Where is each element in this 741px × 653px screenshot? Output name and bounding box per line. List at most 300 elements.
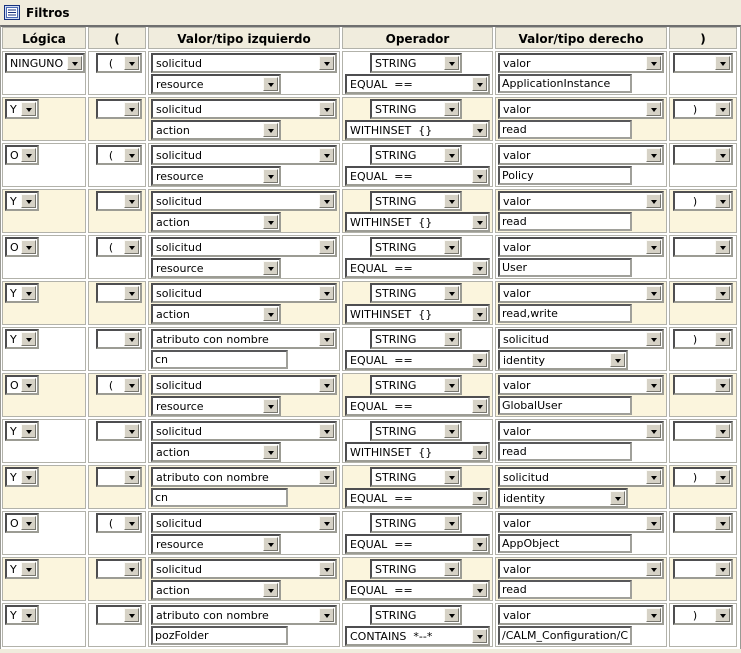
dropdown-arrow-icon	[444, 148, 459, 162]
left-type-select[interactable]	[151, 513, 337, 533]
dropdown-arrow-icon	[124, 424, 139, 438]
right-value-input[interactable]	[498, 120, 632, 139]
open-paren-select[interactable]	[96, 237, 142, 257]
operator-value: EQUAL ==	[350, 169, 413, 183]
logic-cell	[2, 603, 86, 647]
filter-row	[2, 511, 739, 555]
dropdown-arrow-icon	[263, 261, 278, 275]
close-paren-select[interactable]	[673, 145, 733, 165]
right-type-select[interactable]	[498, 513, 664, 533]
operator-type-value: STRING	[375, 286, 417, 300]
left-type-select[interactable]	[151, 329, 337, 349]
operator-select[interactable]	[345, 74, 490, 94]
filter-row	[2, 327, 739, 371]
close-paren-cell	[669, 465, 737, 509]
operator-value: EQUAL ==	[350, 399, 413, 413]
left-type-select[interactable]	[151, 145, 337, 165]
dropdown-arrow-icon	[319, 424, 334, 438]
open-paren-select[interactable]	[96, 605, 142, 625]
operator-type-value: STRING	[375, 516, 417, 530]
operator-select[interactable]	[345, 534, 490, 554]
right-value-input[interactable]	[498, 258, 632, 277]
operator-type-select[interactable]	[370, 559, 462, 579]
panel-titlebar	[0, 0, 741, 25]
dropdown-arrow-icon	[21, 516, 36, 530]
logic-select[interactable]	[5, 53, 85, 73]
dropdown-arrow-icon	[715, 516, 730, 530]
right-value-cell	[495, 189, 667, 233]
right-value-cell	[495, 327, 667, 371]
dropdown-arrow-icon	[646, 194, 661, 208]
right-value-input[interactable]	[498, 626, 632, 645]
operator-select[interactable]	[345, 488, 490, 508]
dropdown-arrow-icon	[124, 194, 139, 208]
dropdown-arrow-icon	[124, 470, 139, 484]
left-value-input[interactable]	[151, 626, 288, 645]
open-paren-cell	[88, 373, 146, 417]
logic-value: Y	[10, 194, 17, 208]
left-value-cell	[148, 419, 340, 463]
operator-type-value: STRING	[375, 102, 417, 116]
dropdown-arrow-icon	[646, 562, 661, 576]
logic-cell	[2, 419, 86, 463]
right-value-cell	[495, 235, 667, 279]
operator-cell	[342, 235, 493, 279]
logic-cell	[2, 327, 86, 371]
right-type-select[interactable]	[498, 53, 664, 73]
dropdown-arrow-icon	[444, 286, 459, 300]
dropdown-arrow-icon	[715, 102, 730, 116]
close-paren-select[interactable]	[673, 605, 733, 625]
logic-value: O	[10, 516, 19, 530]
dropdown-arrow-icon	[444, 240, 459, 254]
operator-type-select[interactable]	[370, 467, 462, 487]
open-paren-value: (	[108, 148, 114, 162]
filter-row	[2, 419, 739, 463]
operator-type-value: STRING	[375, 194, 417, 208]
open-paren-select[interactable]	[96, 467, 142, 487]
filter-row	[2, 373, 739, 417]
left-type-select[interactable]	[151, 605, 337, 625]
right-type-select[interactable]	[498, 283, 664, 303]
dropdown-arrow-icon	[444, 332, 459, 346]
right-value-input[interactable]	[498, 442, 632, 461]
left-value-input[interactable]	[151, 350, 288, 369]
dropdown-arrow-icon	[263, 583, 278, 597]
open-paren-value: (	[108, 56, 114, 70]
right-value-cell	[495, 281, 667, 325]
operator-select[interactable]	[345, 626, 490, 646]
dropdown-arrow-icon	[319, 378, 334, 392]
dropdown-arrow-icon	[21, 286, 36, 300]
left-type-value: solicitud	[156, 240, 202, 254]
right-type-select[interactable]	[498, 421, 664, 441]
filter-row	[2, 603, 739, 647]
left-type-select[interactable]	[151, 375, 337, 395]
close-paren-cell	[669, 235, 737, 279]
operator-value: EQUAL ==	[350, 261, 413, 275]
close-paren-cell	[669, 419, 737, 463]
operator-value: WITHINSET {}	[350, 445, 433, 459]
operator-type-select[interactable]	[370, 145, 462, 165]
open-paren-select[interactable]	[96, 375, 142, 395]
dropdown-arrow-icon	[715, 608, 730, 622]
operator-select[interactable]	[345, 166, 490, 186]
open-paren-value: (	[108, 240, 114, 254]
close-paren-value: )	[692, 332, 698, 346]
filters-icon	[4, 5, 20, 20]
left-type-select[interactable]	[151, 467, 337, 487]
logic-select[interactable]	[5, 191, 39, 211]
column-header-left-value: Valor/tipo izquierdo	[148, 27, 340, 49]
right-type-select[interactable]	[498, 605, 664, 625]
close-paren-select[interactable]	[673, 467, 733, 487]
right-type-select[interactable]	[498, 467, 664, 487]
dropdown-arrow-icon	[472, 307, 487, 321]
operator-cell	[342, 419, 493, 463]
right-subtype-select[interactable]	[498, 488, 628, 508]
dropdown-arrow-icon	[444, 56, 459, 70]
column-header-open-paren: (	[88, 27, 146, 49]
open-paren-cell	[88, 557, 146, 601]
left-type-select[interactable]	[151, 237, 337, 257]
operator-type-select[interactable]	[370, 283, 462, 303]
logic-select[interactable]	[5, 99, 39, 119]
column-header-operator: Operador	[342, 27, 493, 49]
close-paren-value: )	[692, 194, 698, 208]
left-type-value: solicitud	[156, 378, 202, 392]
operator-type-select[interactable]	[370, 421, 462, 441]
operator-type-select[interactable]	[370, 99, 462, 119]
right-value-cell	[495, 419, 667, 463]
dropdown-arrow-icon	[444, 608, 459, 622]
logic-value: Y	[10, 286, 17, 300]
close-paren-value: )	[692, 470, 698, 484]
left-type-select[interactable]	[151, 191, 337, 211]
logic-cell	[2, 465, 86, 509]
logic-select[interactable]	[5, 421, 39, 441]
left-subtype-select[interactable]	[151, 304, 281, 324]
left-type-value: solicitud	[156, 516, 202, 530]
dropdown-arrow-icon	[21, 194, 36, 208]
dropdown-arrow-icon	[610, 491, 625, 505]
operator-type-value: STRING	[375, 332, 417, 346]
operator-cell	[342, 327, 493, 371]
close-paren-select[interactable]	[673, 53, 733, 73]
dropdown-arrow-icon	[124, 608, 139, 622]
close-paren-select[interactable]	[673, 559, 733, 579]
operator-cell	[342, 189, 493, 233]
right-type-value: valor	[503, 148, 531, 162]
open-paren-cell	[88, 235, 146, 279]
logic-value: O	[10, 148, 19, 162]
left-subtype-value: resource	[156, 537, 204, 551]
dropdown-arrow-icon	[646, 424, 661, 438]
close-paren-cell	[669, 143, 737, 187]
dropdown-arrow-icon	[124, 240, 139, 254]
column-header-close-paren: )	[669, 27, 737, 49]
dropdown-arrow-icon	[472, 537, 487, 551]
right-value-input[interactable]	[498, 580, 632, 599]
dropdown-arrow-icon	[124, 516, 139, 530]
close-paren-value: )	[692, 608, 698, 622]
close-paren-cell	[669, 327, 737, 371]
dropdown-arrow-icon	[444, 562, 459, 576]
close-paren-select[interactable]	[673, 283, 733, 303]
right-value-input[interactable]	[498, 534, 632, 553]
dropdown-arrow-icon	[263, 77, 278, 91]
open-paren-select[interactable]	[96, 191, 142, 211]
operator-cell	[342, 97, 493, 141]
close-paren-cell	[669, 511, 737, 555]
logic-select[interactable]	[5, 559, 39, 579]
logic-select[interactable]	[5, 605, 39, 625]
left-subtype-value: resource	[156, 169, 204, 183]
logic-value: O	[10, 378, 19, 392]
operator-cell	[342, 143, 493, 187]
filter-row	[2, 189, 739, 233]
operator-select[interactable]	[345, 258, 490, 278]
dropdown-arrow-icon	[21, 608, 36, 622]
column-header-logica: Lógica	[2, 27, 86, 49]
right-value-input[interactable]	[498, 166, 632, 185]
open-paren-select[interactable]	[96, 145, 142, 165]
left-type-select[interactable]	[151, 559, 337, 579]
left-value-cell	[148, 373, 340, 417]
left-type-select[interactable]	[151, 99, 337, 119]
column-header-right-value: Valor/tipo derecho	[495, 27, 667, 49]
close-paren-select[interactable]	[673, 99, 733, 119]
dropdown-arrow-icon	[646, 56, 661, 70]
operator-type-select[interactable]	[370, 237, 462, 257]
left-subtype-select[interactable]	[151, 396, 281, 416]
operator-type-select[interactable]	[370, 53, 462, 73]
left-type-select[interactable]	[151, 421, 337, 441]
close-paren-value: )	[692, 102, 698, 116]
right-value-cell	[495, 603, 667, 647]
dropdown-arrow-icon	[715, 562, 730, 576]
operator-type-select[interactable]	[370, 513, 462, 533]
dropdown-arrow-icon	[472, 629, 487, 643]
operator-type-select[interactable]	[370, 191, 462, 211]
left-subtype-select[interactable]	[151, 580, 281, 600]
open-paren-select[interactable]	[96, 329, 142, 349]
left-subtype-select[interactable]	[151, 442, 281, 462]
right-type-value: valor	[503, 516, 531, 530]
close-paren-select[interactable]	[673, 237, 733, 257]
left-subtype-select[interactable]	[151, 74, 281, 94]
right-subtype-select[interactable]	[498, 350, 628, 370]
right-type-select[interactable]	[498, 329, 664, 349]
left-type-value: solicitud	[156, 102, 202, 116]
operator-type-value: STRING	[375, 608, 417, 622]
dropdown-arrow-icon	[444, 516, 459, 530]
open-paren-select[interactable]	[96, 559, 142, 579]
open-paren-select[interactable]	[96, 53, 142, 73]
operator-type-value: STRING	[375, 562, 417, 576]
right-type-value: valor	[503, 608, 531, 622]
logic-cell	[2, 143, 86, 187]
left-subtype-select[interactable]	[151, 534, 281, 554]
dropdown-arrow-icon	[21, 148, 36, 162]
right-subtype-value: identity	[503, 353, 545, 367]
logic-select[interactable]	[5, 283, 39, 303]
operator-cell	[342, 465, 493, 509]
dropdown-arrow-icon	[124, 286, 139, 300]
right-value-input[interactable]	[498, 304, 632, 323]
dropdown-arrow-icon	[472, 77, 487, 91]
logic-select[interactable]	[5, 375, 39, 395]
right-value-cell	[495, 465, 667, 509]
right-type-value: valor	[503, 424, 531, 438]
right-type-select[interactable]	[498, 237, 664, 257]
operator-select[interactable]	[345, 442, 490, 462]
right-type-select[interactable]	[498, 375, 664, 395]
operator-select[interactable]	[345, 396, 490, 416]
left-subtype-select[interactable]	[151, 120, 281, 140]
left-type-value: atributo con nombre	[156, 332, 269, 346]
close-paren-cell	[669, 189, 737, 233]
logic-value: Y	[10, 470, 17, 484]
dropdown-arrow-icon	[319, 332, 334, 346]
dropdown-arrow-icon	[124, 148, 139, 162]
logic-cell	[2, 51, 86, 95]
right-value-cell	[495, 143, 667, 187]
left-type-value: solicitud	[156, 148, 202, 162]
filter-row	[2, 51, 739, 95]
close-paren-select[interactable]	[673, 513, 733, 533]
dropdown-arrow-icon	[319, 148, 334, 162]
close-paren-select[interactable]	[673, 421, 733, 441]
left-value-cell	[148, 97, 340, 141]
logic-value: Y	[10, 562, 17, 576]
logic-select[interactable]	[5, 329, 39, 349]
filter-row	[2, 281, 739, 325]
left-subtype-select[interactable]	[151, 258, 281, 278]
dropdown-arrow-icon	[715, 286, 730, 300]
left-type-select[interactable]	[151, 53, 337, 73]
dropdown-arrow-icon	[124, 562, 139, 576]
operator-select[interactable]	[345, 350, 490, 370]
dropdown-arrow-icon	[444, 424, 459, 438]
operator-type-select[interactable]	[370, 605, 462, 625]
dropdown-arrow-icon	[21, 470, 36, 484]
logic-value: Y	[10, 424, 17, 438]
dropdown-arrow-icon	[319, 194, 334, 208]
dropdown-arrow-icon	[646, 378, 661, 392]
operator-type-select[interactable]	[370, 329, 462, 349]
right-value-input[interactable]	[498, 212, 632, 231]
open-paren-cell	[88, 189, 146, 233]
dropdown-arrow-icon	[715, 194, 730, 208]
left-value-cell	[148, 327, 340, 371]
open-paren-cell	[88, 465, 146, 509]
operator-select[interactable]	[345, 120, 490, 140]
right-value-input[interactable]	[498, 74, 632, 93]
dropdown-arrow-icon	[715, 470, 730, 484]
left-value-cell	[148, 51, 340, 95]
right-type-value: valor	[503, 562, 531, 576]
dropdown-arrow-icon	[444, 470, 459, 484]
left-type-select[interactable]	[151, 283, 337, 303]
logic-select[interactable]	[5, 145, 39, 165]
dropdown-arrow-icon	[21, 240, 36, 254]
left-type-value: solicitud	[156, 286, 202, 300]
close-paren-cell	[669, 97, 737, 141]
dropdown-arrow-icon	[715, 56, 730, 70]
left-value-cell	[148, 603, 340, 647]
dropdown-arrow-icon	[319, 608, 334, 622]
operator-select[interactable]	[345, 304, 490, 324]
dropdown-arrow-icon	[124, 332, 139, 346]
logic-cell	[2, 189, 86, 233]
close-paren-select[interactable]	[673, 375, 733, 395]
open-paren-value: (	[108, 516, 114, 530]
dropdown-arrow-icon	[472, 445, 487, 459]
operator-select[interactable]	[345, 212, 490, 232]
close-paren-select[interactable]	[673, 329, 733, 349]
dropdown-arrow-icon	[472, 215, 487, 229]
right-type-value: valor	[503, 194, 531, 208]
right-type-select[interactable]	[498, 191, 664, 211]
dropdown-arrow-icon	[444, 378, 459, 392]
left-value-input[interactable]	[151, 488, 288, 507]
filter-row	[2, 97, 739, 141]
left-subtype-value: action	[156, 445, 190, 459]
right-type-value: solicitud	[503, 332, 549, 346]
operator-select[interactable]	[345, 580, 490, 600]
open-paren-cell	[88, 97, 146, 141]
logic-cell	[2, 373, 86, 417]
left-subtype-select[interactable]	[151, 212, 281, 232]
right-type-select[interactable]	[498, 99, 664, 119]
open-paren-select[interactable]	[96, 513, 142, 533]
open-paren-select[interactable]	[96, 283, 142, 303]
open-paren-select[interactable]	[96, 99, 142, 119]
open-paren-select[interactable]	[96, 421, 142, 441]
operator-value: CONTAINS *--*	[350, 629, 433, 643]
panel-title: Filtros	[26, 5, 70, 20]
dropdown-arrow-icon	[715, 240, 730, 254]
dropdown-arrow-icon	[444, 194, 459, 208]
logic-cell	[2, 97, 86, 141]
operator-value: EQUAL ==	[350, 583, 413, 597]
logic-select[interactable]	[5, 467, 39, 487]
operator-cell	[342, 511, 493, 555]
operator-type-value: STRING	[375, 378, 417, 392]
close-paren-select[interactable]	[673, 191, 733, 211]
dropdown-arrow-icon	[444, 102, 459, 116]
right-type-select[interactable]	[498, 559, 664, 579]
operator-type-select[interactable]	[370, 375, 462, 395]
dropdown-arrow-icon	[646, 240, 661, 254]
left-type-value: solicitud	[156, 562, 202, 576]
left-subtype-select[interactable]	[151, 166, 281, 186]
right-value-input[interactable]	[498, 396, 632, 415]
operator-type-value: STRING	[375, 56, 417, 70]
logic-select[interactable]	[5, 237, 39, 257]
open-paren-cell	[88, 603, 146, 647]
open-paren-cell	[88, 419, 146, 463]
left-subtype-value: action	[156, 307, 190, 321]
left-subtype-value: action	[156, 123, 190, 137]
logic-select[interactable]	[5, 513, 39, 533]
left-type-value: solicitud	[156, 424, 202, 438]
logic-cell	[2, 511, 86, 555]
dropdown-arrow-icon	[124, 56, 139, 70]
right-type-select[interactable]	[498, 145, 664, 165]
right-value-cell	[495, 373, 667, 417]
